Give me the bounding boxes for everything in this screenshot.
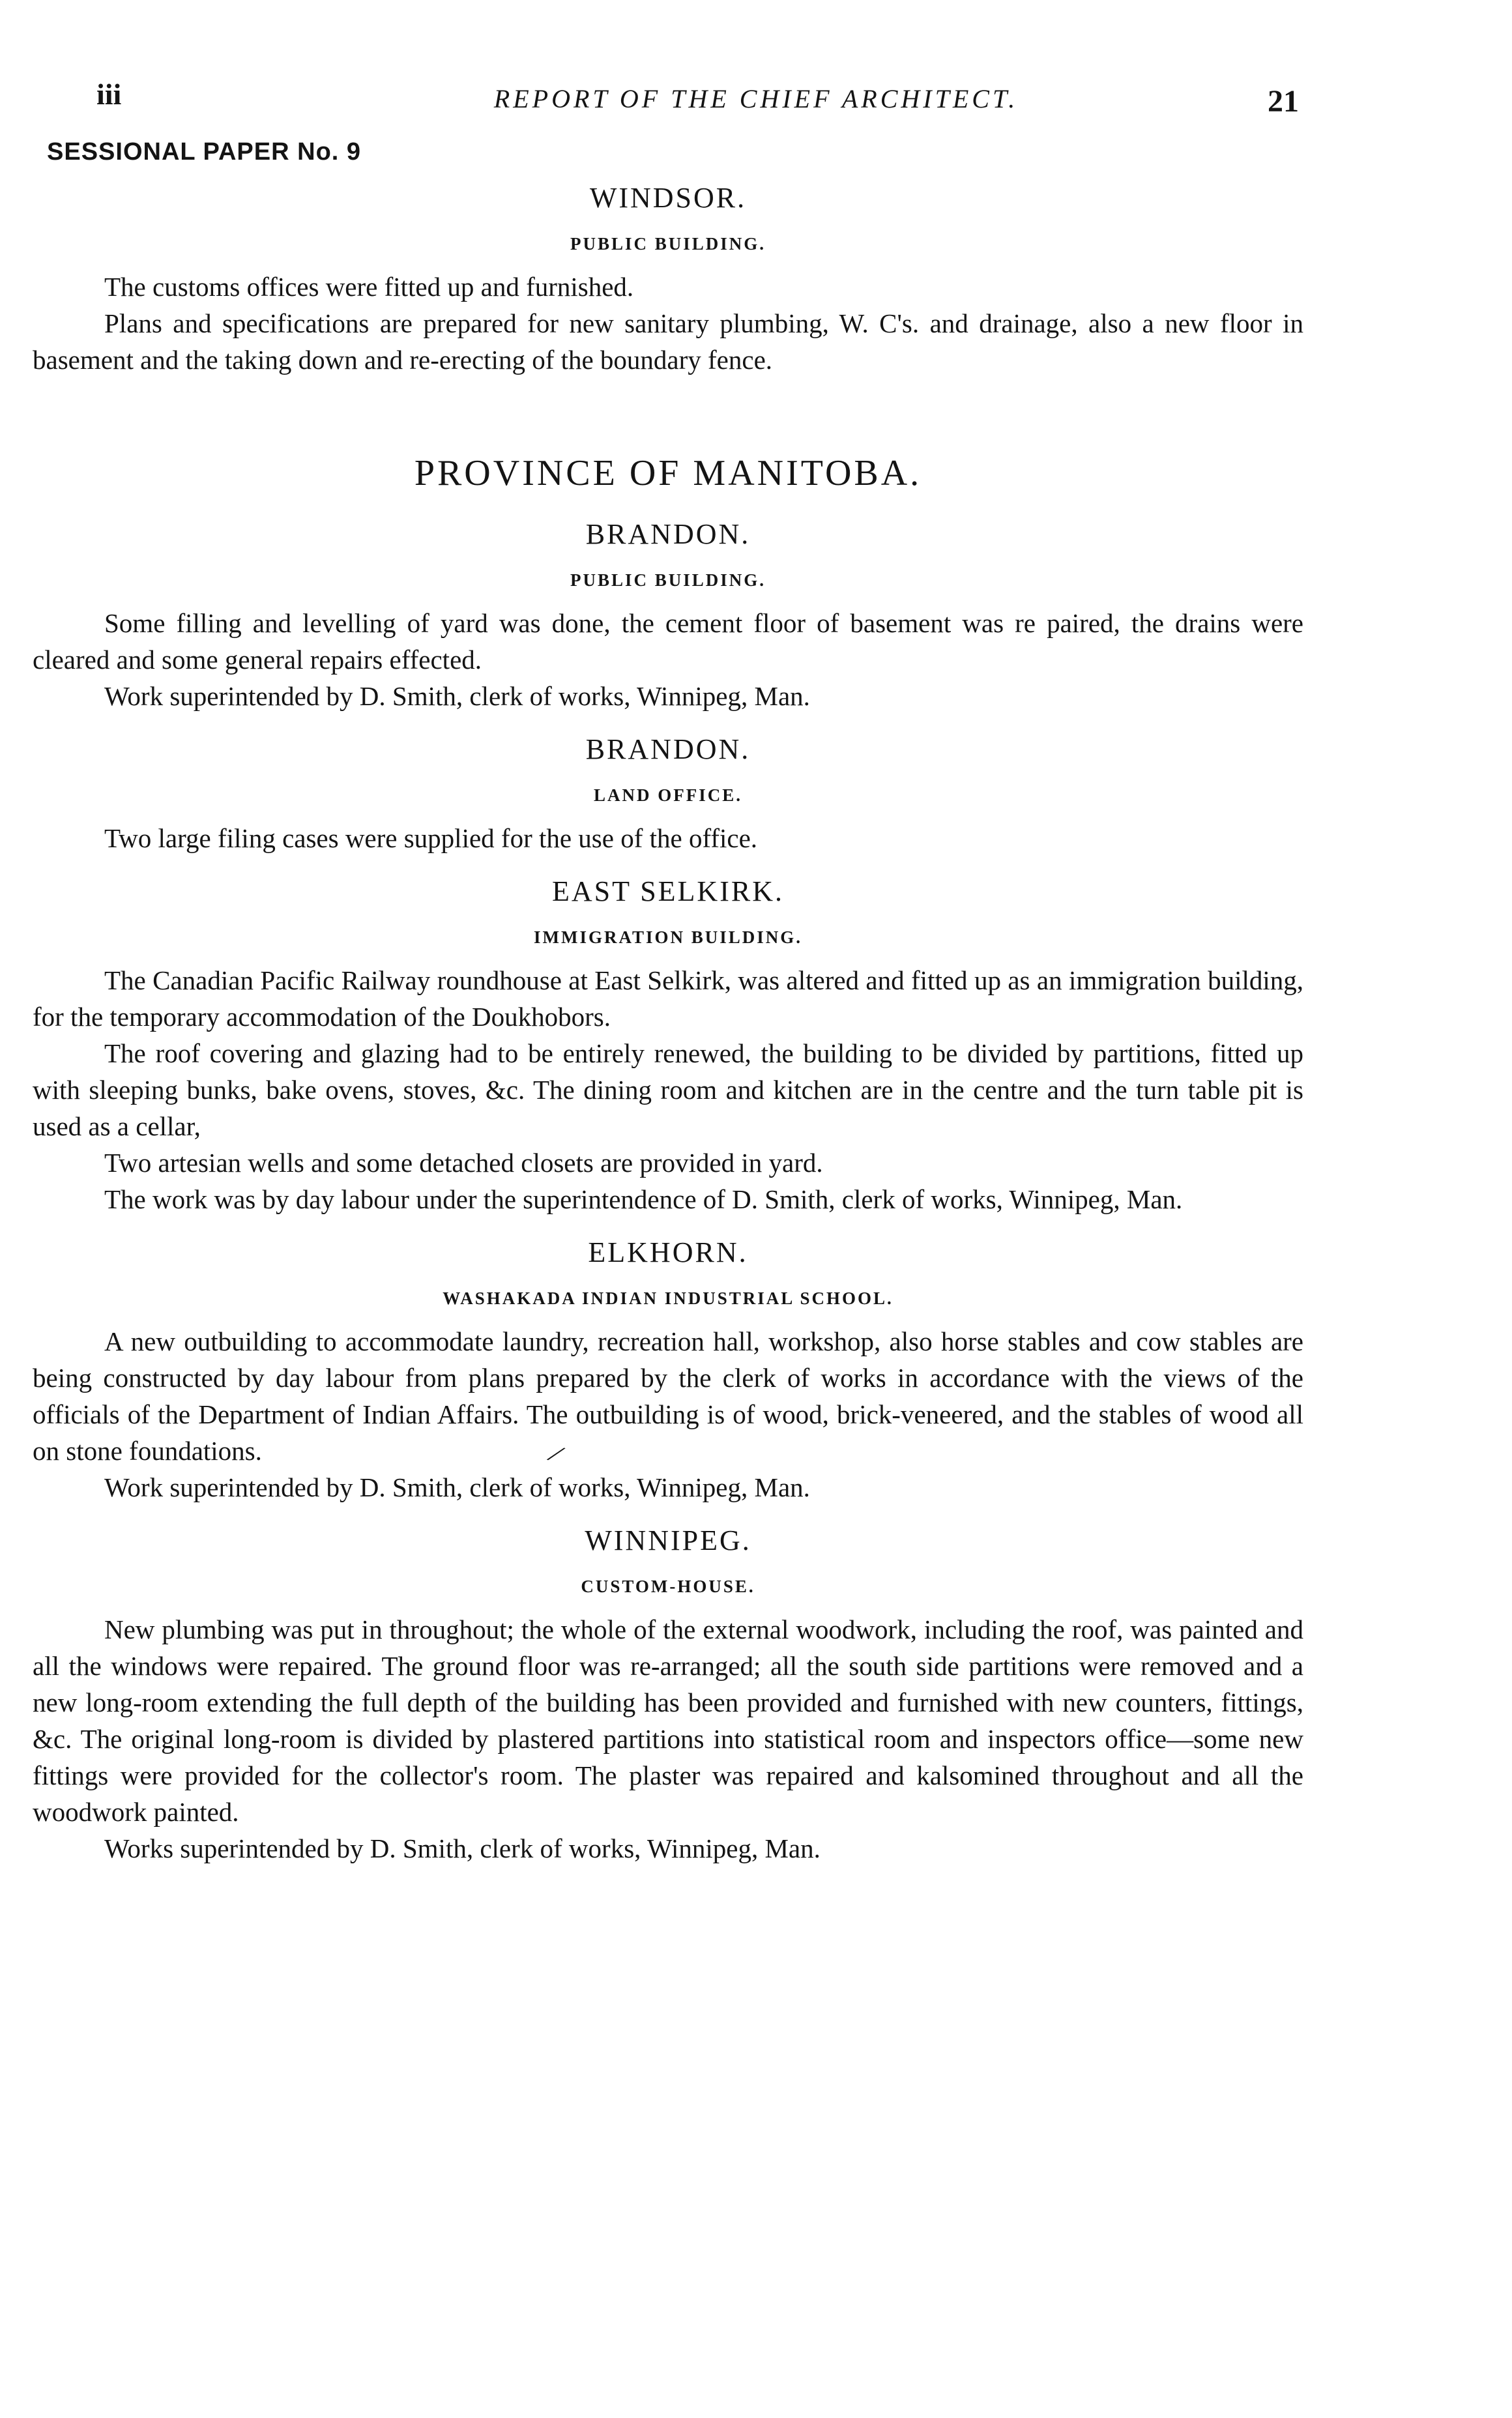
province-heading: PROVINCE OF MANITOBA.	[414, 453, 922, 493]
paragraph: A new outbuilding to accommodate laundry, recreation hall, workshop, also horse stables and cow stables are being constructed by day labour from plans prepared by the clerk of works in accordance with the views of the officials of the Department of Indian Affairs. The outbuilding is of wood, brick-veneered, and the stables of wood all on stone foundations.	[33, 1326, 1303, 1466]
section-east-selkirk	[33, 875, 1303, 1217]
section-brandon-land-office	[33, 733, 1303, 856]
page-number: 21	[1268, 84, 1299, 119]
section-place-title: BRANDON.	[585, 518, 751, 550]
section-building-title: CUSTOM-HOUSE.	[581, 1577, 755, 1596]
section-building-title: LAND OFFICE.	[593, 785, 742, 805]
section-place-title: EAST SELKIRK.	[552, 875, 784, 907]
paragraph: Work superintended by D. Smith, clerk of works, Winnipeg, Man.	[104, 681, 810, 711]
section-building-title: IMMIGRATION BUILDING.	[533, 927, 803, 947]
stray-ink-mark: ∕	[549, 1439, 564, 1468]
section-place-title: BRANDON.	[585, 733, 751, 765]
section-place-title: WINNIPEG.	[585, 1524, 751, 1556]
sessional-paper-label: SESSIONAL PAPER No. 9	[47, 138, 362, 166]
paragraph: New plumbing was put in throughout; the whole of the external woodwork, including the roof, was painted and all the windows were repaired. The ground floor was re-arranged; all the south side partitions were removed and a new long-room extending the full depth of the building has been provided and furnished with new counters, fittings, &c. The original long-room is divided by plastered partitions into statistical room and inspectors office—some new fittings were provided for the collector's room. The plaster was repaired and kalsomined throughout and all the woodwork painted.	[33, 1614, 1303, 1827]
paragraph: The Canadian Pacific Railway roundhouse at East Selkirk, was altered and fitted up as an immigration building, for the temporary accommodation of the Doukhobors.	[33, 965, 1303, 1032]
section-winnipeg	[33, 1524, 1303, 1867]
document-body	[33, 181, 1303, 1867]
section-building-title: PUBLIC BUILDING.	[570, 234, 766, 254]
section-elkhorn	[33, 1236, 1303, 1506]
header-left-mark: iii	[96, 78, 122, 111]
section-building-title: PUBLIC BUILDING.	[570, 570, 766, 590]
paragraph: Some filling and levelling of yard was done, the cement floor of basement was re paired, the drains were cleared and some general repairs effected.	[33, 608, 1303, 675]
paragraph: The work was by day labour under the superintendence of D. Smith, clerk of works, Winnipeg, Man.	[104, 1184, 1183, 1214]
paragraph: Work superintended by D. Smith, clerk of works, Winnipeg, Man.	[104, 1472, 810, 1502]
paragraph: Works superintended by D. Smith, clerk of works, Winnipeg, Man.	[104, 1833, 821, 1863]
paragraph: The customs offices were fitted up and furnished.	[104, 272, 634, 302]
section-building-title: WASHAKADA INDIAN INDUSTRIAL SCHOOL.	[443, 1289, 894, 1308]
section-windsor	[33, 181, 1303, 378]
paragraph: Two artesian wells and some detached closets are provided in yard.	[104, 1148, 823, 1178]
paragraph: Plans and specifications are prepared for new sanitary plumbing, W. C's. and drainage, also a new floor in basement and the taking down and re-erecting of the boundary fence.	[33, 308, 1303, 375]
paragraph: Two large filing cases were supplied for the use of the office.	[104, 823, 758, 853]
paragraph: The roof covering and glazing had to be entirely renewed, the building to be divided by partitions, fitted up with sleeping bunks, bake ovens, stoves, &c. The dining room and kitchen are in the centre and the turn table pit is used as a cellar,	[33, 1038, 1303, 1141]
section-brandon-public-building	[33, 517, 1303, 714]
section-place-title: WINDSOR.	[589, 182, 747, 214]
section-place-title: ELKHORN.	[588, 1236, 748, 1268]
running-title: REPORT OF THE CHIEF ARCHITECT.	[493, 84, 1019, 113]
